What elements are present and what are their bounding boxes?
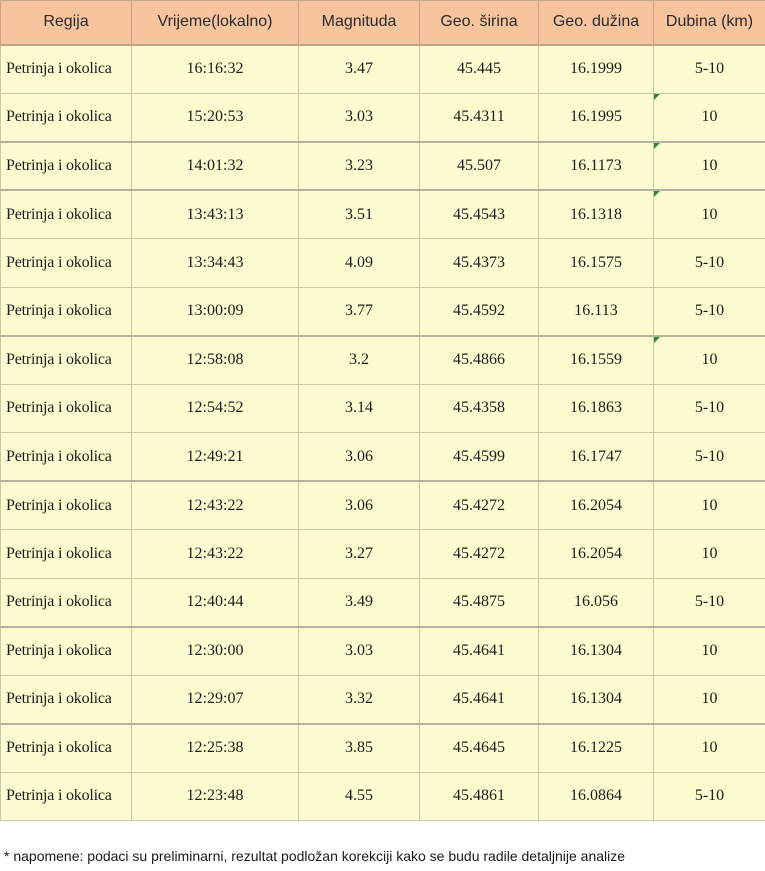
depth-cell: 10 (654, 93, 765, 142)
region-cell: Petrinja i okolica (1, 336, 132, 385)
latitude-cell: 45.4641 (420, 627, 539, 676)
latitude-cell: 45.4861 (420, 772, 539, 821)
table-body (1, 45, 765, 821)
region-cell: Petrinja i okolica (1, 142, 132, 191)
region-cell: Petrinja i okolica (1, 530, 132, 579)
region-cell: Petrinja i okolica (1, 675, 132, 724)
depth-cell: 5-10 (654, 433, 765, 482)
column-header-region: Regija (1, 1, 132, 45)
magnitude-cell: 3.06 (299, 433, 420, 482)
latitude-cell: 45.4599 (420, 433, 539, 482)
magnitude-cell: 3.03 (299, 627, 420, 676)
region-cell: Petrinja i okolica (1, 724, 132, 773)
latitude-cell: 45.4875 (420, 578, 539, 627)
table-row (1, 45, 765, 94)
time-cell: 12:30:00 (132, 627, 299, 676)
depth-cell: 10 (654, 336, 765, 385)
time-cell: 12:29:07 (132, 675, 299, 724)
longitude-cell: 16.056 (539, 578, 654, 627)
depth-cell: 10 (654, 142, 765, 191)
table-row (1, 190, 765, 239)
table-row (1, 384, 765, 433)
time-cell: 12:43:22 (132, 530, 299, 579)
magnitude-cell: 4.09 (299, 239, 420, 288)
region-cell: Petrinja i okolica (1, 190, 132, 239)
time-cell: 14:01:32 (132, 142, 299, 191)
longitude-cell: 16.1747 (539, 433, 654, 482)
depth-cell: 5-10 (654, 45, 765, 94)
latitude-cell: 45.4641 (420, 675, 539, 724)
time-cell: 12:25:38 (132, 724, 299, 773)
longitude-cell: 16.1304 (539, 675, 654, 724)
column-header-latitude: Geo. širina (420, 1, 539, 45)
table-row (1, 142, 765, 191)
table-row (1, 578, 765, 627)
depth-cell: 5-10 (654, 578, 765, 627)
depth-cell: 10 (654, 724, 765, 773)
latitude-cell: 45.4272 (420, 530, 539, 579)
region-cell: Petrinja i okolica (1, 384, 132, 433)
depth-cell: 10 (654, 530, 765, 579)
magnitude-cell: 3.23 (299, 142, 420, 191)
table-row (1, 675, 765, 724)
region-cell: Petrinja i okolica (1, 433, 132, 482)
latitude-cell: 45.4358 (420, 384, 539, 433)
column-header-longitude: Geo. dužina (539, 1, 654, 45)
magnitude-cell: 4.55 (299, 772, 420, 821)
magnitude-cell: 3.77 (299, 287, 420, 336)
column-header-local-time: Vrijeme(lokalno) (132, 1, 299, 45)
magnitude-cell: 3.14 (299, 384, 420, 433)
region-cell: Petrinja i okolica (1, 772, 132, 821)
table-row (1, 336, 765, 385)
latitude-cell: 45.4645 (420, 724, 539, 773)
table-row (1, 239, 765, 288)
table-row (1, 627, 765, 676)
magnitude-cell: 3.06 (299, 481, 420, 530)
longitude-cell: 16.1575 (539, 239, 654, 288)
region-cell: Petrinja i okolica (1, 627, 132, 676)
depth-cell: 10 (654, 190, 765, 239)
latitude-cell: 45.4543 (420, 190, 539, 239)
time-cell: 12:54:52 (132, 384, 299, 433)
magnitude-cell: 3.85 (299, 724, 420, 773)
region-cell: Petrinja i okolica (1, 578, 132, 627)
column-header-depth: Dubina (km) (654, 1, 765, 45)
magnitude-cell: 3.2 (299, 336, 420, 385)
header-row (1, 1, 765, 45)
longitude-cell: 16.1173 (539, 142, 654, 191)
time-cell: 15:20:53 (132, 93, 299, 142)
depth-cell: 5-10 (654, 384, 765, 433)
depth-cell: 5-10 (654, 772, 765, 821)
longitude-cell: 16.1995 (539, 93, 654, 142)
longitude-cell: 16.1559 (539, 336, 654, 385)
longitude-cell: 16.1318 (539, 190, 654, 239)
depth-cell: 10 (654, 627, 765, 676)
depth-cell: 5-10 (654, 287, 765, 336)
time-cell: 16:16:32 (132, 45, 299, 94)
table-row (1, 287, 765, 336)
region-cell: Petrinja i okolica (1, 45, 132, 94)
magnitude-cell: 3.03 (299, 93, 420, 142)
time-cell: 12:40:44 (132, 578, 299, 627)
latitude-cell: 45.445 (420, 45, 539, 94)
region-cell: Petrinja i okolica (1, 239, 132, 288)
time-cell: 12:23:48 (132, 772, 299, 821)
latitude-cell: 45.4311 (420, 93, 539, 142)
latitude-cell: 45.4272 (420, 481, 539, 530)
region-cell: Petrinja i okolica (1, 93, 132, 142)
region-cell: Petrinja i okolica (1, 287, 132, 336)
region-cell: Petrinja i okolica (1, 481, 132, 530)
time-cell: 13:43:13 (132, 190, 299, 239)
table-row (1, 530, 765, 579)
longitude-cell: 16.1304 (539, 627, 654, 676)
latitude-cell: 45.4866 (420, 336, 539, 385)
longitude-cell: 16.1225 (539, 724, 654, 773)
magnitude-cell: 3.47 (299, 45, 420, 94)
depth-cell: 10 (654, 481, 765, 530)
longitude-cell: 16.113 (539, 287, 654, 336)
time-cell: 12:58:08 (132, 336, 299, 385)
magnitude-cell: 3.51 (299, 190, 420, 239)
longitude-cell: 16.1863 (539, 384, 654, 433)
table-row (1, 724, 765, 773)
footnote: * napomene: podaci su preliminarni, rezultat podložan korekciji kako se budu radile detaljnije analize (4, 848, 626, 864)
table-row (1, 481, 765, 530)
longitude-cell: 16.2054 (539, 530, 654, 579)
latitude-cell: 45.4592 (420, 287, 539, 336)
time-cell: 12:43:22 (132, 481, 299, 530)
time-cell: 13:00:09 (132, 287, 299, 336)
table-row (1, 93, 765, 142)
table-header (1, 1, 765, 45)
longitude-cell: 16.2054 (539, 481, 654, 530)
time-cell: 12:49:21 (132, 433, 299, 482)
table-row (1, 772, 765, 821)
latitude-cell: 45.507 (420, 142, 539, 191)
table-row (1, 433, 765, 482)
depth-cell: 10 (654, 675, 765, 724)
magnitude-cell: 3.27 (299, 530, 420, 579)
column-header-magnitude: Magnituda (299, 1, 420, 45)
time-cell: 13:34:43 (132, 239, 299, 288)
depth-cell: 5-10 (654, 239, 765, 288)
longitude-cell: 16.1999 (539, 45, 654, 94)
longitude-cell: 16.0864 (539, 772, 654, 821)
magnitude-cell: 3.49 (299, 578, 420, 627)
latitude-cell: 45.4373 (420, 239, 539, 288)
magnitude-cell: 3.32 (299, 675, 420, 724)
